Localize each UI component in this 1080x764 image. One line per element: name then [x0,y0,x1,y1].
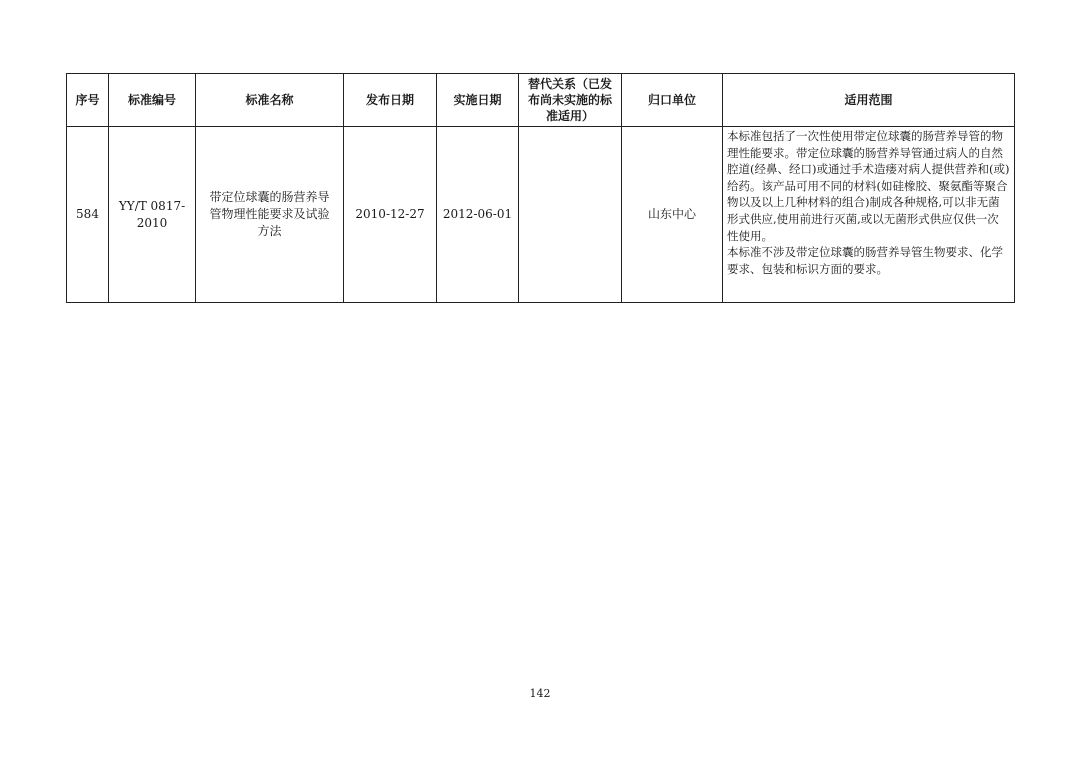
table-row [67,127,1015,303]
scope-paragraph-2: 本标准不涉及带定位球囊的肠营养导管生物要求、化学要求、包装和标识方面的要求。 [727,245,1003,276]
standard-name: 带定位球囊的肠营养导管物理性能要求及试验方法 [209,190,330,238]
cell-seq: 584 [67,127,109,303]
header-name: 标准名称 [196,74,344,127]
cell-name [196,127,344,303]
cell-publish-date: 2010-12-27 [344,127,437,303]
header-code: 标准编号 [109,74,196,127]
cell-effective-date: 2012-06-01 [437,127,519,303]
header-department: 归口单位 [622,74,723,127]
standards-table [66,73,1015,303]
cell-replacement [519,127,622,303]
scope-paragraph-1: 本标准包括了一次性使用带定位球囊的肠营养导管的物理性能要求。带定位球囊的肠营养导管通过病人的自然腔道(经鼻、经口)或通过手术造瘘对病人提供营养和(或)给药。该产品可用不同的材料(如硅橡胶、聚氨酯等聚合物以及以上几种材料的组合)制成各种规格,可以非无菌形式供应,使用前进行灭菌,或以无菌形式供应仅供一次性使用。 [727,129,1010,243]
cell-code [109,127,196,303]
header-effective-date: 实施日期 [437,74,519,127]
cell-scope [723,127,1015,303]
standard-code: YY/T 0817-2010 [118,198,186,230]
header-scope: 适用范围 [723,74,1015,127]
header-publish-date: 发布日期 [344,74,437,127]
page-number: 142 [529,687,551,700]
header-replacement: 替代关系（已发布尚未实施的标准适用） [519,74,622,127]
header-seq: 序号 [67,74,109,127]
cell-department: 山东中心 [622,127,723,303]
table-header-row [67,74,1015,127]
